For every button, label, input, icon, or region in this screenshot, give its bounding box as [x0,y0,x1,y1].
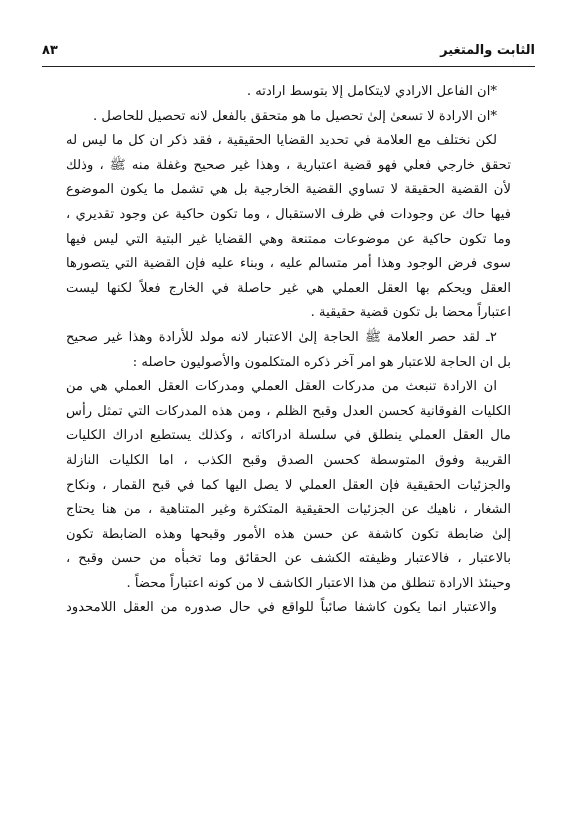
text-line: الشغار ، ناهيك عن الجزئيات الحقيقية المتكثرة وغير المتناهية ، من هنا يحتاج [66,502,511,518]
text-line: وحينئذ الارادة تنطلق من هذا الاعتبار الكاشف لا من كونه اعتباراً محضاً . [126,575,511,591]
text-line: القريبة وفوق المتوسطة كحسن الصدق وقبح الكذب ، اما الكليات النازلة [66,452,511,468]
text-line: العقل ويحكم بها العقل العملي هي غير حاصلة في الخارج فعلاً لكنها ليست [66,280,511,296]
text-line: سوى فرض الوجود وهذا أمر متسالم عليه ، وبناء عليه فإن القضية التي يتصورها [66,256,511,272]
text-line: بالاعتبار ، فالاعتبار وظيفته الكشف عن الحقائق وما تخبأه من حسن وقبح ، [66,551,511,567]
text-line: بل ان الحاجة للاعتبار هو امر آخر ذكره المتكلمون والأصوليون حاصله : [132,354,511,370]
text-line: لأن القضية الحقيقة لا تساوي القضية الخارجية بل هي تشمل ما يكون الموضوع [66,182,511,198]
text-line: والجزئيات الحقيقية فإن العقل العملي لا يصل اليها كما في قبح القمار ، ونكاح [66,477,511,493]
text-line: والاعتبار انما يكون كاشفا صائباً للواقع في حال صدوره من العقل اللامحدود [66,600,497,616]
text-line: تحقق خارجي فعلي فهو قضية اعتبارية ، وهذا غير صحيح وغفلة منه ﷺ ، وذلك [66,157,511,173]
text-line: وما تكون حاكية عن موضوعات ممتنعة وهي القضايا غير البتية التي ليس فيها [66,231,511,247]
page-number: ٨٣ [42,43,58,58]
text-line: ٢ـ لقد حصر العلامة ﷺ الحاجة إلىٰ الاعتبار لانه مولد للأرادة وهذا غير صحيح [66,329,497,345]
text-line: اعتباراً محضا بل تكون قضية حقيقية . [310,305,511,321]
page-header [42,40,535,67]
body-text [66,80,511,621]
text-line: لكن نختلف مع العلامة في تحديد القضايا الحقيقية ، فقد ذكر ان كل ما ليس له [66,133,497,149]
text-line: ان الارادة تنبعث من مدركات العقل العملي ومدركات العقل العملي هي من [66,379,497,395]
running-title: الثابت والمتغير [440,43,535,58]
text-line: مال العقل العملي ينطلق في سلسلة ادراكاته ، وكذلك يستطيع ادراك الكليات [66,428,511,444]
text-line: إلىٰ ضابطة تكون كاشفة عن حسن هذه الأمور وقبحها وهذه الضابطة تكون [66,526,511,542]
text-line: *ان الارادة لا تسعىٰ إلىٰ تحصيل ما هو متحقق بالفعل لانه تحصيل للحاصل . [93,108,497,124]
text-line: *ان الفاعل الارادي لايتكامل إلا بتوسط ارادته . [246,84,497,99]
text-line: الكليات الفوقانية كحسن العدل وقبح الظلم ، ومن هذه المدركات التي تمثل رأس [66,403,511,419]
text-line: فيها حاك عن وجودات في ظرف الاستقبال ، وما تكون حاكية عن وجود تقديري ، [66,206,511,222]
